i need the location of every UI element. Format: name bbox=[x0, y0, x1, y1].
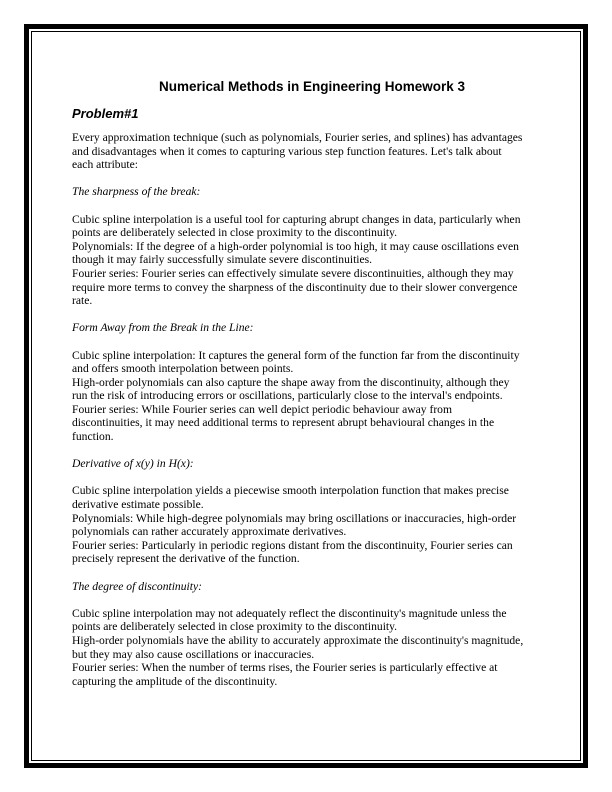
text-line: capturing the amplitude of the discontinuity. bbox=[72, 674, 278, 688]
text-line: function. bbox=[72, 430, 114, 444]
text-line: Polynomials: While high-degree polynomials may bring oscillations or inaccuracies, high-order bbox=[72, 511, 517, 525]
text-line: points are deliberately selected in close proximity to the discontinuity. bbox=[72, 226, 398, 240]
text-line: and offers smooth interpolation between points. bbox=[72, 362, 294, 376]
text-line: though it may fairly successfully simulate severe discontinuities. bbox=[72, 253, 373, 267]
paragraph bbox=[72, 349, 552, 444]
text-line: but they may also cause oscillations or inaccuracies. bbox=[72, 647, 315, 661]
text-line: Fourier series: When the number of terms rises, the Fourier series is particularly effective at bbox=[72, 661, 498, 675]
paragraph bbox=[72, 484, 552, 566]
text-line: rate. bbox=[72, 294, 93, 308]
text-line: run the risk of introducing errors or oscillations, particularly close to the interval's endpoints. bbox=[72, 389, 503, 403]
text-line: Every approximation technique (such as polynomials, Fourier series, and splines) has advantages bbox=[72, 131, 523, 144]
document-blocks bbox=[72, 131, 552, 688]
text-line: points are deliberately selected in close proximity to the discontinuity. bbox=[72, 620, 398, 634]
text-line: Fourier series: Fourier series can effectively simulate severe discontinuities, although they may bbox=[72, 266, 514, 280]
text-line: The degree of discontinuity: bbox=[72, 579, 202, 593]
text-line: discontinuities, it may need additional terms to represent abrupt behavioural changes in the bbox=[72, 416, 495, 430]
text-line: Form Away from the Break in the Line: bbox=[72, 321, 254, 335]
problem-label: Problem#1 bbox=[72, 106, 139, 121]
document-title: Numerical Methods in Engineering Homework 3 bbox=[158, 79, 466, 94]
text-line: Polynomials: If the degree of a high-order polynomial is too high, it may cause oscillations even bbox=[72, 239, 519, 253]
text-line: Cubic spline interpolation yields a piecewise smooth interpolation function that makes precise bbox=[72, 484, 509, 498]
text-line: and disadvantages when it comes to capturing various step function features. Let's talk about bbox=[72, 144, 502, 158]
text-line: require more terms to convey the sharpness of the discontinuity due to their slower convergence bbox=[72, 280, 518, 294]
text-line: derivative estimate possible. bbox=[72, 498, 204, 512]
text-line: Cubic spline interpolation is a useful tool for capturing abrupt changes in data, particularly when bbox=[72, 212, 521, 226]
section-heading bbox=[72, 321, 552, 335]
text-line: Derivative of x(y) in H(x): bbox=[72, 457, 194, 471]
text-line: polynomials can rather accurately approximate derivatives. bbox=[72, 525, 347, 539]
text-line: High-order polynomials can also capture the shape away from the discontinuity, although they bbox=[72, 375, 510, 389]
paragraph bbox=[72, 131, 552, 172]
text-line: Fourier series: While Fourier series can well depict periodic behaviour away from bbox=[72, 402, 452, 416]
text-line: Cubic spline interpolation may not adequately reflect the discontinuity's magnitude unless the bbox=[72, 606, 507, 620]
text-line: High-order polynomials have the ability to accurately approximate the discontinuity's magnitude, bbox=[72, 633, 524, 647]
section-heading bbox=[72, 580, 552, 594]
document-body bbox=[72, 78, 552, 702]
text-line: Cubic spline interpolation: It captures the general form of the function far from the discontinuity bbox=[72, 348, 520, 362]
text-line: precisely represent the derivative of the function. bbox=[72, 552, 300, 566]
section-heading bbox=[72, 185, 552, 199]
text-line: The sharpness of the break: bbox=[72, 185, 201, 199]
text-line: each attribute: bbox=[72, 158, 138, 172]
text-line: Fourier series: Particularly in periodic regions distant from the discontinuity, Fourier series can bbox=[72, 538, 513, 552]
section-heading bbox=[72, 457, 552, 471]
paragraph bbox=[72, 213, 552, 308]
paragraph bbox=[72, 607, 552, 689]
